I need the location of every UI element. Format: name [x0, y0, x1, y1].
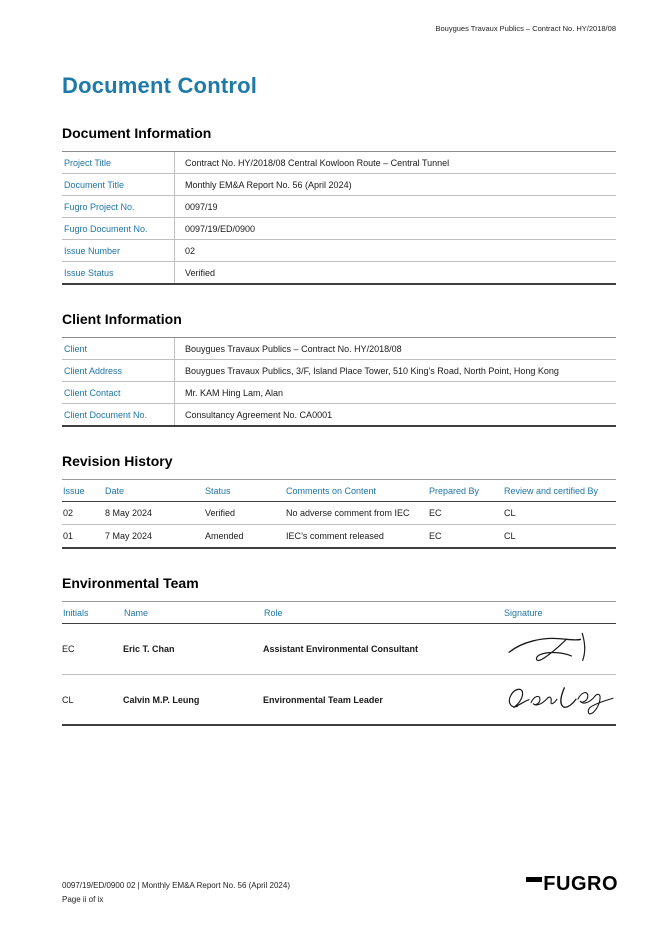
page-footer [62, 879, 290, 906]
table-row [62, 382, 616, 404]
fugro-logo [526, 874, 618, 894]
section-title-environmental-team: Environmental Team [62, 575, 199, 591]
section-title-client-information: Client Information [62, 311, 182, 327]
row-label: Client [64, 343, 88, 354]
table-row [62, 218, 616, 240]
row-value: Monthly EM&A Report No. 56 (April 2024) [174, 174, 616, 195]
environmental-team-table [62, 601, 616, 726]
cell-issue: 01 [62, 525, 104, 549]
row-label: Client Contact [64, 387, 121, 398]
cell-comments: IEC’s comment released [285, 525, 428, 549]
table-row [62, 174, 616, 196]
cell-name: Eric T. Chan [123, 644, 175, 654]
row-label: Project Title [64, 157, 112, 168]
page-title: Document Control [62, 73, 258, 98]
cell-comments: No adverse comment from IEC [285, 502, 428, 525]
cell-issue: 02 [62, 502, 104, 525]
row-label: Issue Number [64, 245, 121, 256]
column-header-issue: Issue [62, 480, 104, 502]
column-header-signature: Signature [504, 608, 543, 618]
cell-status: Verified [204, 502, 285, 525]
row-label: Document Title [64, 179, 125, 190]
row-value: 02 [174, 240, 616, 261]
row-value: 0097/19/ED/0900 [174, 218, 616, 239]
cell-review: CL [503, 525, 616, 549]
table-header-row [62, 480, 616, 502]
cell-role: Environmental Team Leader [263, 694, 383, 705]
table-row [62, 360, 616, 382]
column-header-review: Review and certified By [503, 480, 616, 502]
cell-review: CL [503, 502, 616, 525]
page-header [62, 0, 616, 33]
signature-ec [503, 630, 616, 668]
client-information-table [62, 337, 616, 427]
signature-cl [503, 680, 617, 720]
row-label: Issue Status [64, 267, 114, 278]
row-label: Fugro Document No. [64, 223, 148, 234]
column-header-date: Date [104, 480, 204, 502]
row-label: Client Address [64, 365, 123, 376]
table-row [62, 196, 616, 218]
row-label: Client Document No. [64, 409, 148, 420]
table-row [62, 152, 616, 174]
column-header-initials: Initials [63, 608, 89, 618]
row-label: Fugro Project No. [64, 201, 135, 212]
section-title-document-information: Document Information [62, 125, 212, 141]
table-row [62, 262, 616, 283]
section-title-revision-history: Revision History [62, 453, 173, 469]
column-header-prepared-by: Prepared By [428, 480, 503, 502]
header-contract-ref: Bouygues Travaux Publics – Contract No. HY/2018/08 [435, 24, 616, 33]
table-header-row [62, 602, 616, 624]
document-information-table [62, 151, 616, 285]
cell-name: Calvin M.P. Leung [123, 694, 200, 705]
table-row [62, 624, 616, 675]
row-value: 0097/19 [174, 196, 616, 217]
cell-date: 8 May 2024 [104, 502, 204, 525]
column-header-comments: Comments on Content [285, 480, 428, 502]
table-row [62, 404, 616, 425]
cell-initials: EC [62, 644, 75, 654]
cell-status: Amended [204, 525, 285, 549]
cell-prepared-by: EC [428, 525, 503, 549]
table-row [62, 240, 616, 262]
column-header-status: Status [204, 480, 285, 502]
row-value: Consultancy Agreement No. CA0001 [174, 404, 616, 425]
row-value: Mr. KAM Hing Lam, Alan [174, 382, 616, 403]
table-row [62, 502, 616, 525]
revision-history-table [62, 479, 616, 549]
cell-prepared-by: EC [428, 502, 503, 525]
row-value: Bouygues Travaux Publics, 3/F, Island Place Tower, 510 King’s Road, North Point, Hong Kong [174, 360, 616, 381]
cell-initials: CL [62, 694, 74, 705]
fugro-logo-bar-icon [526, 877, 542, 882]
footer-document-ref: 0097/19/ED/0900 02 | Monthly EM&A Report No. 56 (April 2024) [62, 881, 290, 890]
cell-date: 7 May 2024 [104, 525, 204, 549]
table-row [62, 338, 616, 360]
table-row [62, 675, 616, 726]
row-value: Verified [174, 262, 616, 283]
fugro-logo-text: FUGRO [543, 873, 618, 895]
column-header-name: Name [124, 608, 149, 618]
row-value: Contract No. HY/2018/08 Central Kowloon Route – Central Tunnel [174, 152, 616, 173]
footer-page-number: Page ii of ix [62, 894, 104, 904]
column-header-role: Role [264, 608, 283, 618]
row-value: Bouygues Travaux Publics – Contract No. HY/2018/08 [174, 338, 616, 359]
table-row [62, 525, 616, 549]
cell-role: Assistant Environmental Consultant [263, 644, 419, 654]
